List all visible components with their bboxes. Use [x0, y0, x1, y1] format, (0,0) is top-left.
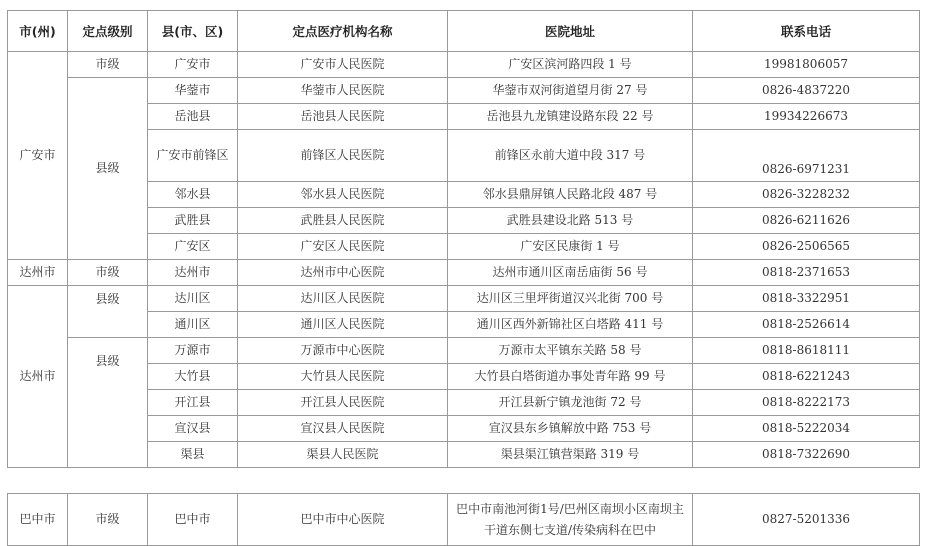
- level-cell: 市级: [68, 260, 148, 286]
- header-city: 市(州): [8, 11, 68, 52]
- address-cell: 达川区三里坪街道汉兴北街 700 号: [448, 286, 693, 312]
- address-cell: 开江县新宁镇龙池街 72 号: [448, 390, 693, 416]
- designated-hospital-table: [7, 10, 920, 546]
- county-cell: 宣汉县: [148, 416, 238, 442]
- table-row: [8, 494, 920, 546]
- header-address: 医院地址: [448, 11, 693, 52]
- hospital-cell: 万源市中心医院: [238, 338, 448, 364]
- phone-cell: 0818-2371653: [693, 260, 920, 286]
- address-cell: 武胜县建设北路 513 号: [448, 208, 693, 234]
- hospital-cell: 渠县人民医院: [238, 442, 448, 468]
- hospital-cell: 广安区人民医院: [238, 234, 448, 260]
- table-row: [8, 338, 920, 364]
- address-cell: 前锋区永前大道中段 317 号: [448, 130, 693, 182]
- county-cell: 达州市: [148, 260, 238, 286]
- phone-cell: 0827-5201336: [693, 494, 920, 546]
- hospital-cell: 通川区人民医院: [238, 312, 448, 338]
- table-row: [8, 286, 920, 312]
- header-phone: 联系电话: [693, 11, 920, 52]
- county-cell: 岳池县: [148, 104, 238, 130]
- level-cell: 市级: [68, 52, 148, 78]
- address-cell: 巴中市南池河街1号/巴州区南坝小区南坝主干道东侧七支道/传染病科在巴中: [448, 494, 693, 546]
- county-cell: 广安市: [148, 52, 238, 78]
- address-cell: 宣汉县东乡镇解放中路 753 号: [448, 416, 693, 442]
- county-cell: 邻水县: [148, 182, 238, 208]
- level-cell: 县级: [68, 338, 148, 468]
- address-cell: 渠县渠江镇营渠路 319 号: [448, 442, 693, 468]
- header-hospital-name: 定点医疗机构名称: [238, 11, 448, 52]
- phone-cell: 0826-6971231: [693, 130, 920, 182]
- table-row: [8, 78, 920, 104]
- city-cell: 巴中市: [8, 494, 68, 546]
- phone-cell: 0818-8618111: [693, 338, 920, 364]
- county-cell: 巴中市: [148, 494, 238, 546]
- hospital-cell: 大竹县人民医院: [238, 364, 448, 390]
- phone-cell: 0826-3228232: [693, 182, 920, 208]
- phone-cell: 0818-2526614: [693, 312, 920, 338]
- county-cell: 通川区: [148, 312, 238, 338]
- level-cell: 县级: [68, 78, 148, 260]
- address-cell: 岳池县九龙镇建设路东段 22 号: [448, 104, 693, 130]
- table-row: [8, 260, 920, 286]
- hospital-table-wrapper: [7, 10, 919, 546]
- phone-cell: 19934226673: [693, 104, 920, 130]
- hospital-cell: 前锋区人民医院: [238, 130, 448, 182]
- phone-cell: 0826-2506565: [693, 234, 920, 260]
- address-cell: 广安区民康街 1 号: [448, 234, 693, 260]
- hospital-cell: 华蓥市人民医院: [238, 78, 448, 104]
- city-cell: 达州市: [8, 286, 68, 468]
- phone-cell: 0818-7322690: [693, 442, 920, 468]
- hospital-cell: 邻水县人民医院: [238, 182, 448, 208]
- city-cell: 达州市: [8, 260, 68, 286]
- address-cell: 大竹县白塔街道办事处青年路 99 号: [448, 364, 693, 390]
- hospital-cell: 武胜县人民医院: [238, 208, 448, 234]
- county-cell: 万源市: [148, 338, 238, 364]
- table-row: [8, 52, 920, 78]
- hospital-cell: 广安市人民医院: [238, 52, 448, 78]
- address-cell: 广安区滨河路四段 1 号: [448, 52, 693, 78]
- hospital-cell: 达川区人民医院: [238, 286, 448, 312]
- county-cell: 武胜县: [148, 208, 238, 234]
- hospital-cell: 巴中市中心医院: [238, 494, 448, 546]
- phone-cell: 0818-5222034: [693, 416, 920, 442]
- county-cell: 华蓥市: [148, 78, 238, 104]
- county-cell: 广安市前锋区: [148, 130, 238, 182]
- address-cell: 华蓥市双河街道望月街 27 号: [448, 78, 693, 104]
- hospital-cell: 达州市中心医院: [238, 260, 448, 286]
- county-cell: 开江县: [148, 390, 238, 416]
- phone-cell: 0818-8222173: [693, 390, 920, 416]
- address-cell: 通川区西外新锦社区白塔路 411 号: [448, 312, 693, 338]
- header-row: [8, 11, 920, 52]
- county-cell: 广安区: [148, 234, 238, 260]
- hospital-cell: 开江县人民医院: [238, 390, 448, 416]
- address-cell: 万源市太平镇东关路 58 号: [448, 338, 693, 364]
- city-cell: 广安市: [8, 52, 68, 260]
- hospital-cell: 宣汉县人民医院: [238, 416, 448, 442]
- phone-cell: 0826-4837220: [693, 78, 920, 104]
- header-county: 县(市、区): [148, 11, 238, 52]
- address-cell: 达州市通川区南岳庙街 56 号: [448, 260, 693, 286]
- county-cell: 达川区: [148, 286, 238, 312]
- phone-cell: 0818-3322951: [693, 286, 920, 312]
- county-cell: 渠县: [148, 442, 238, 468]
- address-cell: 邻水县鼎屏镇人民路北段 487 号: [448, 182, 693, 208]
- hospital-cell: 岳池县人民医院: [238, 104, 448, 130]
- level-cell: 市级: [68, 494, 148, 546]
- county-cell: 大竹县: [148, 364, 238, 390]
- phone-cell: 0826-6211626: [693, 208, 920, 234]
- header-level: 定点级别: [68, 11, 148, 52]
- level-cell: 县级: [68, 286, 148, 338]
- phone-cell: 19981806057: [693, 52, 920, 78]
- table-spacer: [8, 468, 920, 494]
- phone-cell: 0818-6221243: [693, 364, 920, 390]
